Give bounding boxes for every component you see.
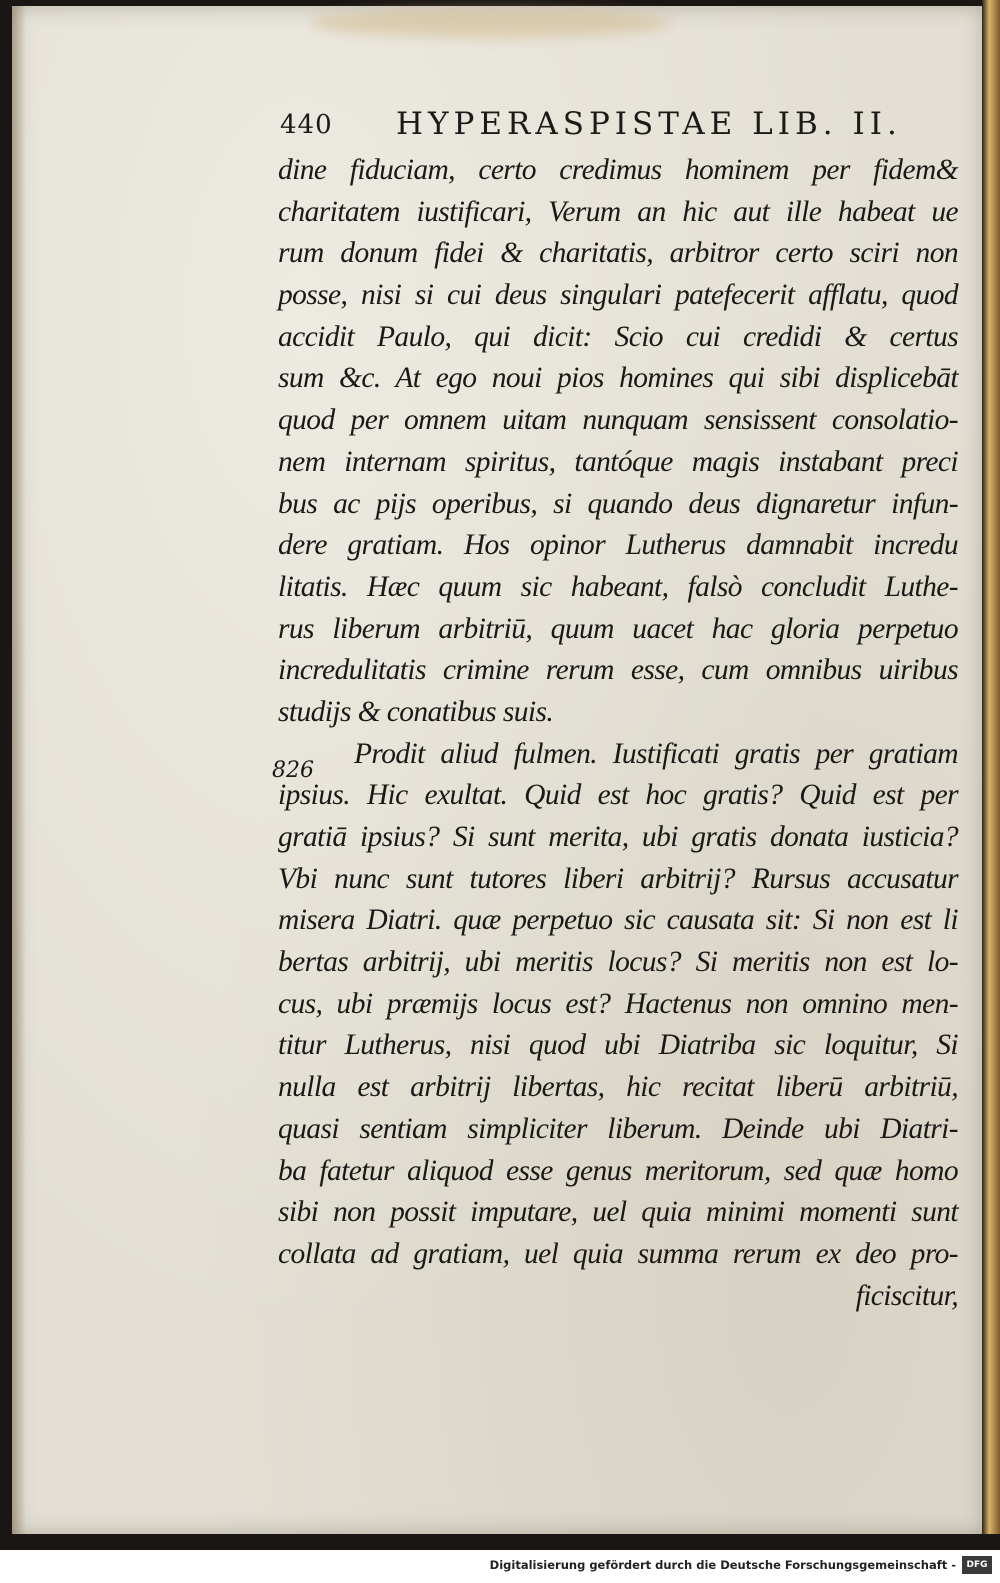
text-line: bertas arbitrij, ubi meritis locus? Si meritis non est lo-	[278, 946, 958, 979]
text-line: accidit Paulo, qui dicit: Scio cui credidi & certus	[278, 320, 958, 353]
text-line: quod per omnem uitam nunquam sensissent consolatio-	[278, 404, 958, 437]
page-edge-right	[982, 0, 1000, 1534]
text-line: Prodit aliud fulmen. Iustificati gratis per gratiam	[354, 737, 958, 770]
text-line: ficiscitur,	[855, 1279, 958, 1312]
text-line: cus, ubi præmijs locus est? Hactenus non omnino men-	[278, 987, 958, 1020]
dfg-logo: DFG	[962, 1556, 992, 1574]
text-line: studijs & conatibus suis.	[278, 695, 554, 728]
text-line: sibi non possit imputare, uel quia minimi momenti sunt	[278, 1196, 958, 1229]
text-line: dere gratiam. Hos opinor Lutherus damnabit incredu	[278, 529, 958, 562]
funding-credit: Digitalisierung gefördert durch die Deutsche Forschungsgemeinschaft -	[489, 1558, 956, 1572]
text-line: titur Lutherus, nisi quod ubi Diatriba sic loquitur, Si	[278, 1029, 958, 1062]
text-line: rum donum fidei & charitatis, arbitror certo sciri non	[278, 237, 958, 270]
text-line: Vbi nunc sunt tutores liberi arbitrij? Rursus accusatur	[278, 862, 958, 895]
text-line: misera Diatri. quæ perpetuo sic causata sit: Si non est li	[278, 904, 958, 937]
text-line: nulla est arbitrij libertas, hic recitat liberū arbitriū,	[278, 1071, 958, 1104]
text-line: gratiā ipsius? Si sunt merita, ubi gratis donata iusticia?	[278, 821, 958, 853]
running-head	[280, 106, 920, 146]
text-line: collata ad gratiam, uel quia summa rerum ex deo pro-	[278, 1237, 958, 1270]
text-line: rus liberum arbitriū, quum uacet hac gloria perpetuo	[278, 612, 958, 645]
text-line: incredulitatis crimine rerum esse, cum omnibus uiribus	[278, 654, 958, 687]
text-line: sum &c. At ego noui pios homines qui sibi displicebāt	[278, 362, 958, 395]
text-line: charitatem iustificari, Verum an hic aut ille habeat ue	[278, 195, 958, 228]
text-line: litatis. Hæc quum sic habeant, falsò concludit Luthe-	[278, 570, 958, 603]
text-line: ba fatetur aliquod esse genus meritorum, sed quæ homo	[278, 1154, 958, 1187]
text-line: dine fiduciam, certo credimus hominem per fidem&	[278, 154, 958, 186]
digitization-footer	[0, 1550, 1000, 1583]
marginal-section-number: 826	[272, 758, 314, 783]
text-line: bus ac pijs operibus, si quando deus dignaretur infun-	[278, 487, 958, 520]
text-line: nem internam spiritus, tantóque magis instabant preci	[278, 445, 958, 478]
body-text	[278, 150, 958, 1317]
page-number: 440	[280, 110, 333, 140]
running-title: HYPERASPISTAE LIB. II.	[396, 106, 902, 142]
text-line: posse, nisi si cui deus singulari patefecerit afflatu, quod	[278, 279, 958, 312]
page-gutter-shadow	[12, 6, 26, 1534]
text-line: quasi sentiam simpliciter liberum. Deinde ubi Diatri-	[278, 1112, 958, 1145]
page-stain	[310, 8, 670, 38]
text-line: ipsius. Hic exultat. Quid est hoc gratis? Quid est per	[278, 779, 958, 812]
